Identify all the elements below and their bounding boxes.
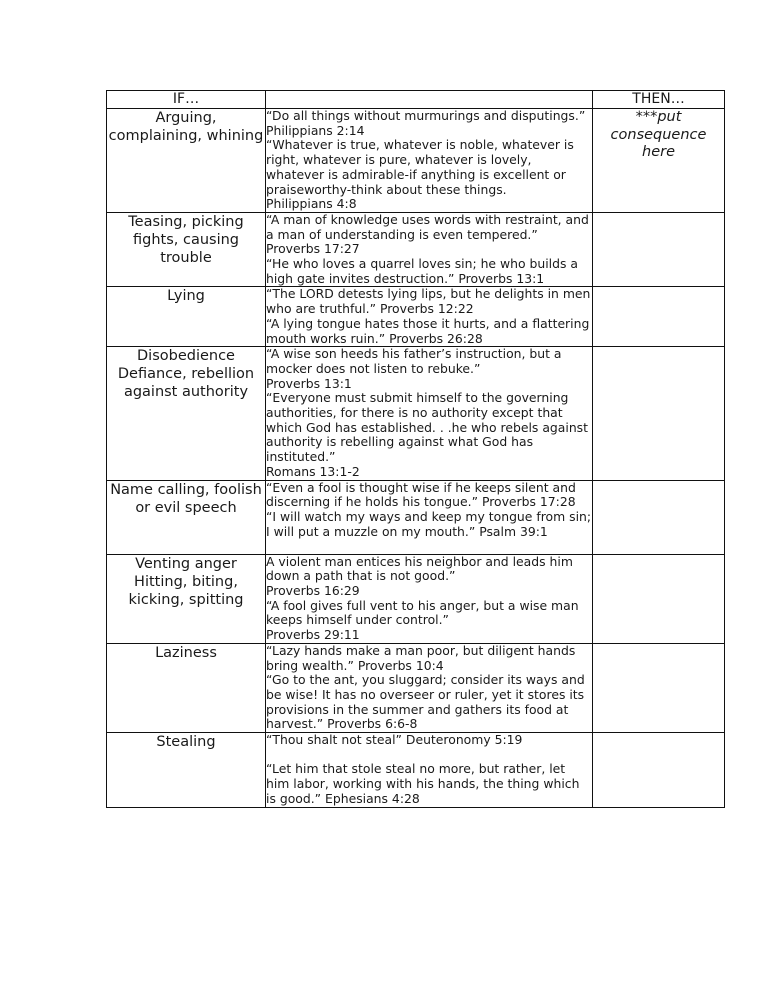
- table-row: [107, 480, 725, 554]
- table-row: [107, 347, 725, 480]
- verse-cell: [266, 212, 593, 287]
- verse-line: A violent man entices his neighbor and leads him down a path that is not good.”: [266, 553, 573, 584]
- consequence-cell[interactable]: [593, 347, 725, 480]
- consequence-cell[interactable]: [593, 554, 725, 643]
- then-header: THEN…: [593, 91, 725, 109]
- verse-cell: [266, 347, 593, 480]
- behavior-consequence-chart: [106, 90, 725, 808]
- chart-body: [107, 109, 725, 808]
- verse-cell: [266, 480, 593, 554]
- verse-line: Proverbs 13:1: [266, 375, 352, 391]
- behavior-cell: Lying: [107, 287, 266, 347]
- consequence-cell[interactable]: [593, 643, 725, 732]
- verse-line: “Even a fool is thought wise if he keeps silent and discerning if he holds his tongue.” Proverbs 17:28: [266, 479, 576, 510]
- table-row: [107, 643, 725, 732]
- table-row: [107, 733, 725, 808]
- verse-line: “Go to the ant, you sluggard; consider its ways and be wise! It has no overseer or ruler, yet it stores its provisions in the summer and gathers its food at harvest.” Proverbs 6:6-8: [266, 672, 585, 732]
- verse-line: “He who loves a quarrel loves sin; he who builds a high gate invites destruction.” Proverbs 13:1: [266, 256, 578, 286]
- verse-line: Proverbs 17:27: [266, 241, 360, 257]
- header-row: [107, 91, 725, 109]
- behavior-cell: Laziness: [107, 643, 266, 732]
- consequence-cell[interactable]: [593, 733, 725, 808]
- behavior-cell: Disobedience Defiance, rebellion against authority: [107, 347, 266, 480]
- verse-line: “Thou shalt not steal” Deuteronomy 5:19: [266, 732, 523, 748]
- consequence-stars: ***: [635, 109, 658, 125]
- verse-line: “A lying tongue hates those it hurts, and a flattering mouth works ruin.” Proverbs 26:28: [266, 315, 590, 346]
- verse-line: “A fool gives full vent to his anger, but a wise man keeps himself under control.”: [266, 597, 579, 628]
- consequence-placeholder: put consequence here: [610, 109, 707, 160]
- verse-line: “I will watch my ways and keep my tongue from sin; I will put a muzzle on my mouth.” Psalm 39:1: [266, 508, 592, 539]
- consequence-cell[interactable]: [593, 480, 725, 554]
- verse-line: “A wise son heeds his father’s instruction, but a mocker does not listen to rebuke.”: [266, 346, 562, 376]
- verse-cell: [266, 733, 593, 808]
- behavior-cell: Stealing: [107, 733, 266, 808]
- verse-cell: [266, 287, 593, 347]
- verse-line: Romans 13:1-2: [266, 463, 360, 479]
- behavior-cell: Name calling, foolish or evil speech: [107, 480, 266, 554]
- middle-header: [266, 91, 593, 109]
- verse-line: “Whatever is true, whatever is noble, whatever is right, whatever is pure, whatever is lovely, whatever is admirable-if anything is excellent or praiseworthy-think about these things.: [266, 137, 574, 197]
- behavior-cell: Teasing, picking fights, causing trouble: [107, 212, 266, 287]
- table-row: [107, 109, 725, 213]
- verse-line: [266, 748, 592, 763]
- behavior-cell: Arguing, complaining, whining: [107, 109, 266, 213]
- verse-line: “Everyone must submit himself to the governing authorities, for there is no authority except that which God has established. . .he who rebels against authority is rebelling against what God has instituted.”: [266, 390, 588, 465]
- verse-line: “Do all things without murmurings and disputings.” Philippians 2:14: [266, 108, 586, 138]
- table-row: [107, 212, 725, 287]
- verse-cell: [266, 554, 593, 643]
- verse-line: “Let him that stole steal no more, but rather, let him labor, working with his hands, the thing which is good.” Ephesians 4:28: [266, 761, 580, 806]
- table-row: [107, 554, 725, 643]
- behavior-cell: Venting anger Hitting, biting, kicking, spitting: [107, 554, 266, 643]
- if-header: IF…: [107, 91, 266, 109]
- table-row: [107, 287, 725, 347]
- consequence-cell[interactable]: [593, 109, 725, 213]
- verse-line: Philippians 4:8: [266, 196, 357, 212]
- verse-line: Proverbs 29:11: [266, 627, 360, 643]
- verse-line: Proverbs 16:29: [266, 582, 360, 598]
- verse-line: “The LORD detests lying lips, but he delights in men who are truthful.” Proverbs 12:22: [266, 286, 591, 317]
- consequence-cell[interactable]: [593, 287, 725, 347]
- verse-cell: [266, 643, 593, 732]
- verse-line: “Lazy hands make a man poor, but diligent hands bring wealth.” Proverbs 10:4: [266, 642, 576, 673]
- verse-line: “A man of knowledge uses words with restraint, and a man of understanding is even tempered.”: [266, 211, 589, 242]
- consequence-cell[interactable]: [593, 212, 725, 287]
- verse-cell: [266, 109, 593, 213]
